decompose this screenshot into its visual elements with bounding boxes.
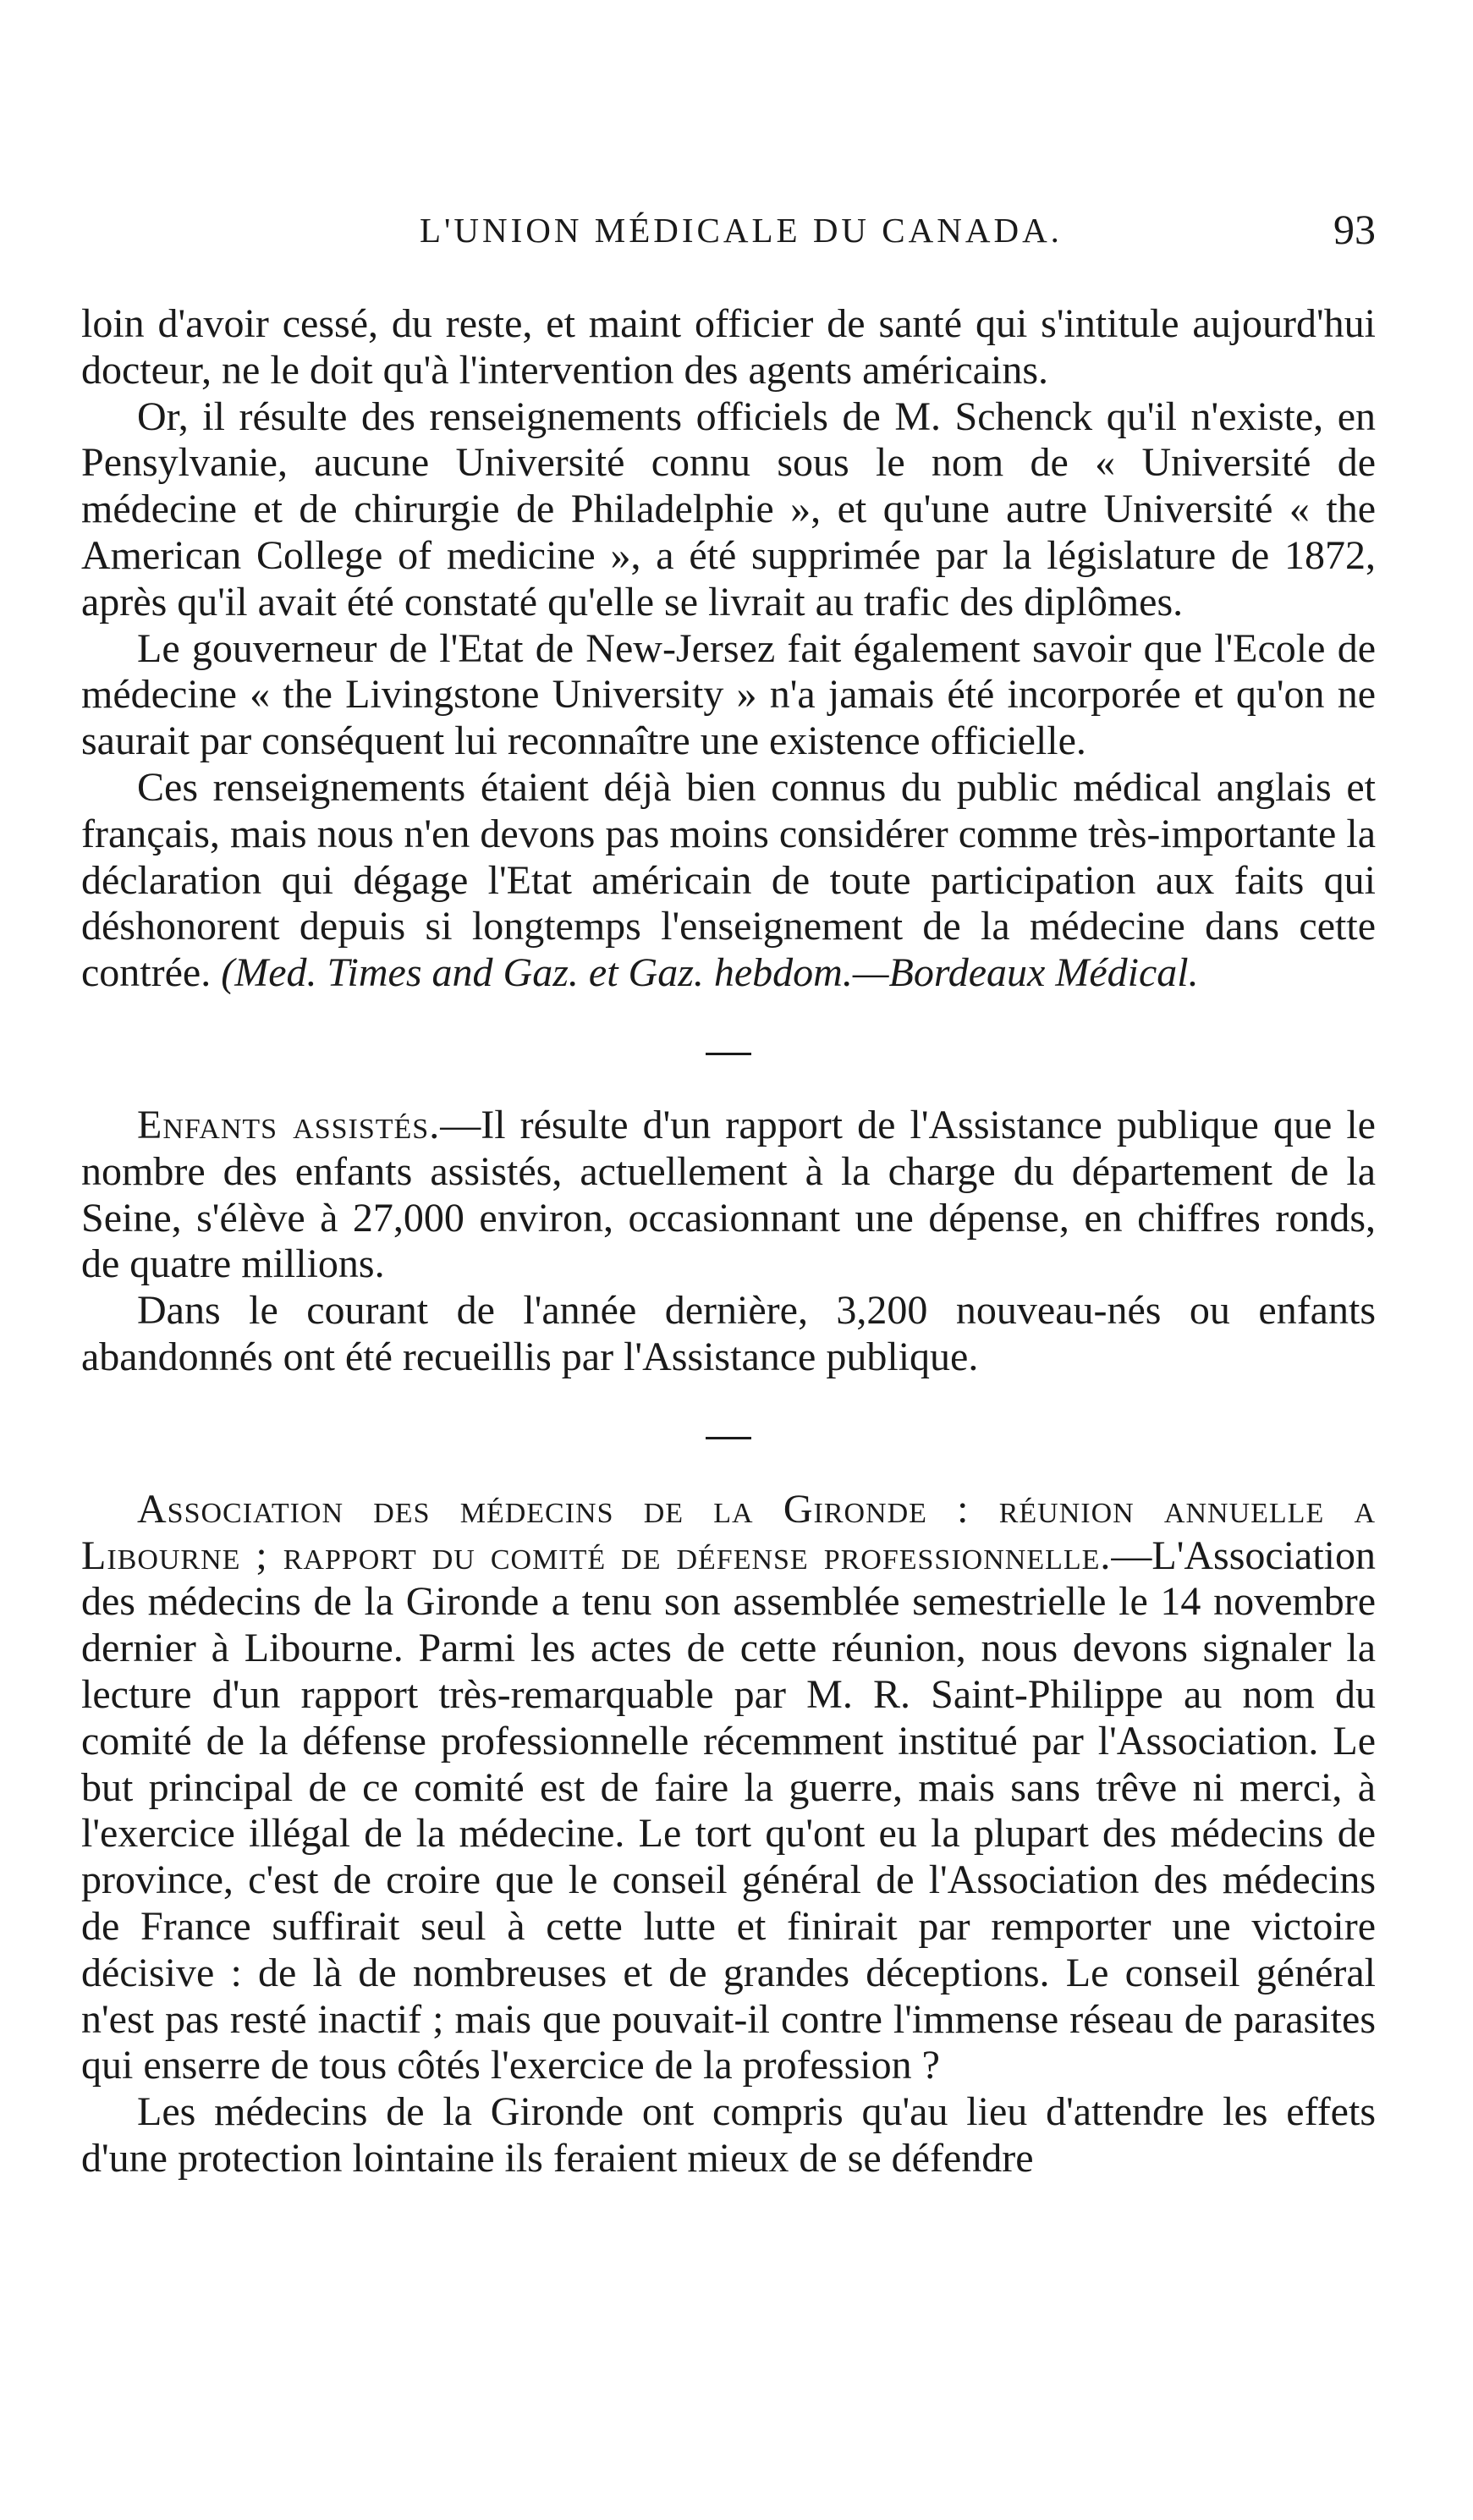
paragraph-enfants-assistes <box>81 1103 1376 1288</box>
paragraph-association-gironde <box>81 1487 1376 2089</box>
running-title: L'UNION MÉDICALE DU CANADA. <box>420 211 1063 250</box>
running-head <box>81 206 1376 261</box>
section-heading: Enfants assistés. <box>137 1102 441 1147</box>
paragraph-text: —L'Association des médecins de la Gironde a tenu son assemblée semestrielle le 14 novembre dernier à Libourne. Parmi les actes de cette réunion, nous devons signaler la lecture d'un rapport très-remarquable par M. R. Saint-Philippe au nom du comité de la défense professionnelle récemment institué par l'Association. Le but principal de ce comité est de faire la guerre, mais sans trêve ni merci, à l'exercice illégal de la médecine. Le tort qu'ont eu la plupart des médecins de province, c'est de croire que le conseil général de l'Association des médecins de France suffirait seul à cette lutte et finirait par remporter une victoire décisive : de là de nombreuses et de grandes déceptions. Le conseil général n'est pas resté inactif ; mais que pouvait-il contre l'immense réseau de parasites qui enserre de tous côtés l'exercice de la profession ? <box>81 1532 1376 2088</box>
section-heading: Association des médecins de la Gironde : réunion annuelle a Libourne ; rapport du comité de défense professionnelle. <box>81 1486 1376 1578</box>
paragraph-schenck: Or, il résulte des renseignements officiels de M. Schenck qu'il n'existe, en Pensylvanie, aucune Université connu sous le nom de « Université de médecine et de chirurgie de Philadelphie », et qu'une autre Université « the American College of medicine », a été supprimée par la législature de 1872, après qu'il avait été constaté qu'elle se livrait au trafic des diplômes. <box>81 393 1376 624</box>
paragraph-text: —Il résulte d'un rapport de l'Assistance publique que le nombre des enfants assistés, actuellement à la charge du département de la Seine, s'élève à 27,000 environ, occasionnant une dépense, en chiffres ronds, de quatre millions. <box>81 1102 1376 1287</box>
section-divider <box>706 1437 751 1439</box>
paragraph-medecins-gironde: Les médecins de la Gironde ont compris qu'au lieu d'attendre les effets d'une protection lointaine ils feraient mieux de se défendre <box>81 2089 1376 2181</box>
section-divider <box>706 1053 751 1055</box>
paragraph-nouveau-nes: Dans le courant de l'année dernière, 3,200 nouveau-nés ou enfants abandonnés ont été recueillis par l'Assistance publique. <box>81 1288 1376 1379</box>
paragraph-new-jersey: Le gouverneur de l'Etat de New-Jersez fait également savoir que l'Ecole de médecine « the Livingstone University » n'a jamais été incorporée et qu'on ne saurait par conséquent lui reconnaître une existence officielle. <box>81 625 1376 764</box>
page-number: 93 <box>1333 206 1376 253</box>
article-body <box>81 301 1376 2182</box>
paragraph-text: Ces renseignements étaient déjà bien connus du public médical anglais et français, mais nous n'en devons pas moins considérer comme très-importante la déclaration qui dégage l'Etat américain de toute participation aux faits qui déshonorent depuis si longtemps l'enseignement de la médecine dans cette contrée. <box>81 764 1376 996</box>
paragraph-renseignements <box>81 765 1376 997</box>
paragraph-continued: loin d'avoir cessé, du reste, et maint officier de santé qui s'intitule aujourd'hui docteur, ne le doit qu'à l'intervention des agents américains. <box>81 301 1376 393</box>
source-citation: (Med. Times and Gaz. et Gaz. hebdom.—Bordeaux Médical. <box>221 950 1199 996</box>
